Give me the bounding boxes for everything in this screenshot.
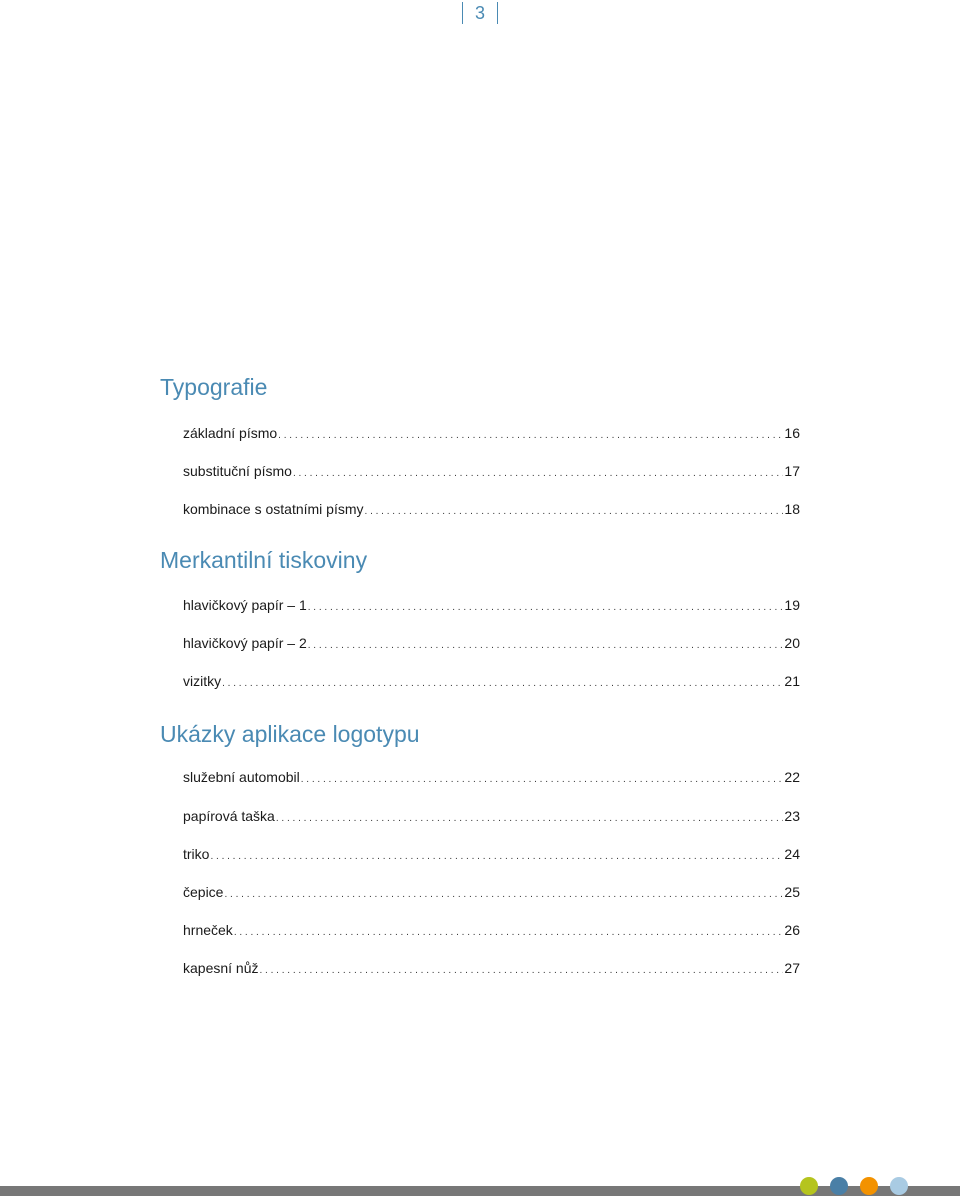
dot-leader — [234, 922, 784, 938]
toc-entry-page: 19 — [784, 597, 800, 613]
toc-entry[interactable] — [183, 922, 800, 942]
toc-entry[interactable] — [183, 635, 800, 655]
toc-entry-label: čepice — [183, 884, 224, 900]
toc-entry-page: 21 — [784, 673, 800, 689]
toc-entry[interactable] — [183, 501, 800, 521]
toc-entry-label: základní písmo — [183, 425, 278, 441]
toc-entry-label: hlavičkový papír – 2 — [183, 635, 307, 651]
toc-entry-page: 20 — [784, 635, 800, 651]
toc-entry[interactable] — [183, 769, 800, 789]
dot-leader — [276, 808, 784, 824]
dot-leader — [308, 597, 784, 613]
toc-entry-label: substituční písmo — [183, 463, 292, 479]
toc-entry-page: 16 — [784, 425, 800, 441]
toc-entry[interactable] — [183, 597, 800, 617]
dot-leader — [260, 960, 784, 976]
dot-leader — [301, 769, 784, 785]
toc-entry-label: vizitky — [183, 673, 222, 689]
dot-leader — [365, 501, 784, 517]
dot-leader — [224, 884, 783, 900]
toc-entry-label: hrneček — [183, 922, 233, 938]
orange-dot — [860, 1177, 878, 1195]
toc-entry-page: 26 — [784, 922, 800, 938]
toc-entry[interactable] — [183, 884, 800, 904]
toc-entry-page: 17 — [784, 463, 800, 479]
toc-entry-label: kombinace s ostatními písmy — [183, 501, 364, 517]
dot-leader — [293, 463, 783, 479]
toc-entry-page: 27 — [784, 960, 800, 976]
toc-entry-label: hlavičkový papír – 1 — [183, 597, 307, 613]
toc-entry[interactable] — [183, 425, 800, 445]
toc-entry-page: 22 — [784, 769, 800, 785]
toc-entry-label: služební automobil — [183, 769, 300, 785]
toc-entry-label: triko — [183, 846, 210, 862]
section-title-typografie: Typografie — [160, 374, 268, 400]
toc-entry-page: 23 — [784, 808, 800, 824]
toc-entry[interactable] — [183, 673, 800, 693]
toc-entry[interactable] — [183, 846, 800, 866]
dot-leader — [278, 425, 783, 441]
dot-leader — [222, 673, 783, 689]
toc-entry-label: kapesní nůž — [183, 960, 259, 976]
page-number-left-rule — [462, 2, 463, 24]
section-title-ukazky-aplikace-logotypu: Ukázky aplikace logotypu — [160, 721, 420, 747]
toc-entry-label: papírová taška — [183, 808, 275, 824]
green-dot — [800, 1177, 818, 1195]
toc-entry-page: 24 — [784, 846, 800, 862]
page-number — [462, 2, 498, 24]
toc-entry-page: 18 — [784, 501, 800, 517]
page-number-right-rule — [497, 2, 498, 24]
blue-dot — [830, 1177, 848, 1195]
toc-entry[interactable] — [183, 463, 800, 483]
toc-entry-page: 25 — [784, 884, 800, 900]
dot-leader — [308, 635, 784, 651]
section-title-merkantilni-tiskoviny: Merkantilní tiskoviny — [160, 547, 368, 573]
toc-entry[interactable] — [183, 960, 800, 980]
toc-entry[interactable] — [183, 808, 800, 828]
dot-leader — [210, 846, 783, 862]
light-blue-dot — [890, 1177, 908, 1195]
page-number-text: 3 — [474, 2, 485, 23]
